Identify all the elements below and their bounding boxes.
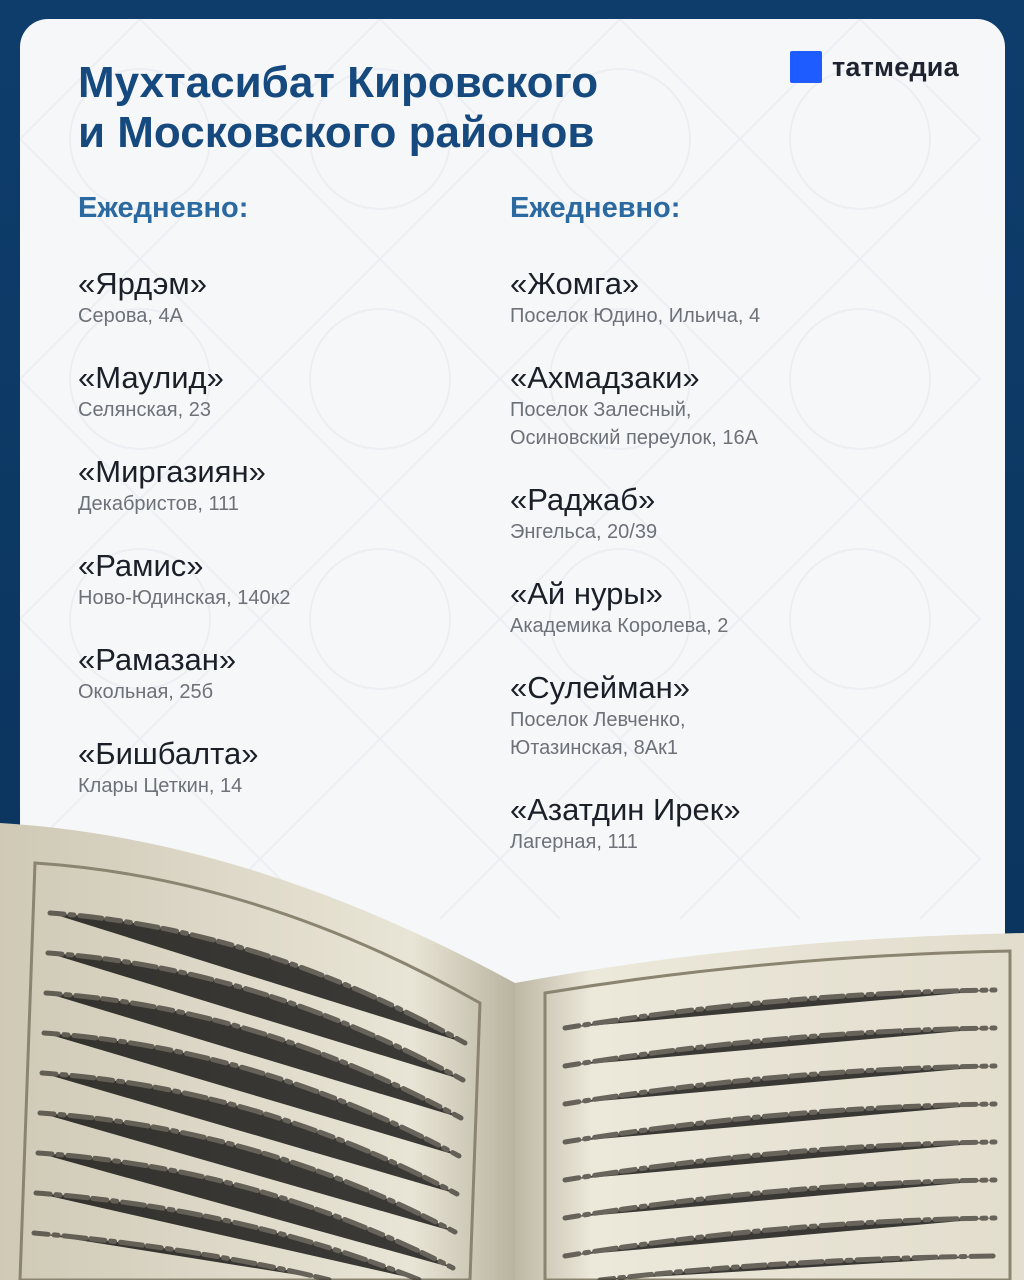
mosque-entry	[510, 482, 940, 546]
right-column	[510, 190, 940, 886]
mosque-address: Энгельса, 20/39	[510, 521, 658, 543]
mosque-address-line-2: Ютазинская, 8Ак1	[510, 737, 679, 759]
mosque-entry	[78, 360, 508, 424]
mosque-entry	[78, 454, 508, 518]
mosque-entry	[510, 576, 940, 640]
open-quran-book-image	[0, 818, 1024, 1280]
mosque-name: «Маулид»	[78, 360, 224, 395]
mosque-entry	[510, 360, 940, 452]
mosque-address-line-2: Осиновский переулок, 16А	[510, 427, 758, 449]
brand-logo	[790, 50, 959, 84]
mosque-name: «Азатдин Ирек»	[510, 792, 741, 827]
mosque-address: Декабристов, 111	[78, 493, 239, 515]
mosque-address: Академика Королева, 2	[510, 615, 729, 637]
mosque-name: «Бишбалта»	[78, 736, 259, 771]
mosque-address: Окольная, 25б	[78, 681, 214, 703]
mosque-address: Поселок Залесный,	[510, 399, 692, 421]
mosque-name: «Рамазан»	[78, 642, 237, 677]
left-column-heading: Ежедневно:	[78, 192, 249, 224]
mosque-name: «Ярдэм»	[78, 266, 207, 301]
mosque-address: Лагерная, 111	[510, 831, 638, 853]
page-title-line-1: Мухтасибат Кировского	[78, 58, 599, 107]
page-title-line-2: и Московского районов	[78, 108, 595, 157]
mosque-address: Селянская, 23	[78, 399, 211, 421]
left-column	[78, 190, 508, 830]
mosque-entry	[510, 266, 940, 330]
mosque-name: «Жомга»	[510, 266, 640, 301]
mosque-name: «Ахмадзаки»	[510, 360, 700, 395]
mosque-name: «Сулейман»	[510, 670, 691, 705]
mosque-entry	[78, 548, 508, 612]
mosque-name: «Рамис»	[78, 548, 204, 583]
mosque-entry	[78, 266, 508, 330]
right-column-heading: Ежедневно:	[510, 192, 681, 224]
mosque-name: «Ай нуры»	[510, 576, 663, 611]
mosque-entry	[78, 642, 508, 706]
mosque-address: Поселок Юдино, Ильича, 4	[510, 305, 761, 327]
mosque-entry	[78, 736, 508, 800]
mosque-address: Серова, 4А	[78, 305, 183, 327]
brand-square-icon	[790, 51, 822, 83]
page-title	[78, 58, 758, 158]
mosque-address: Ново-Юдинская, 140к2	[78, 587, 291, 609]
mosque-address: Клары Цеткин, 14	[78, 775, 243, 797]
mosque-entry	[510, 670, 940, 762]
mosque-address: Поселок Левченко,	[510, 709, 686, 731]
mosque-name: «Раджаб»	[510, 482, 656, 517]
mosque-name: «Миргазиян»	[78, 454, 266, 489]
brand-name: татмедиа	[832, 51, 959, 82]
